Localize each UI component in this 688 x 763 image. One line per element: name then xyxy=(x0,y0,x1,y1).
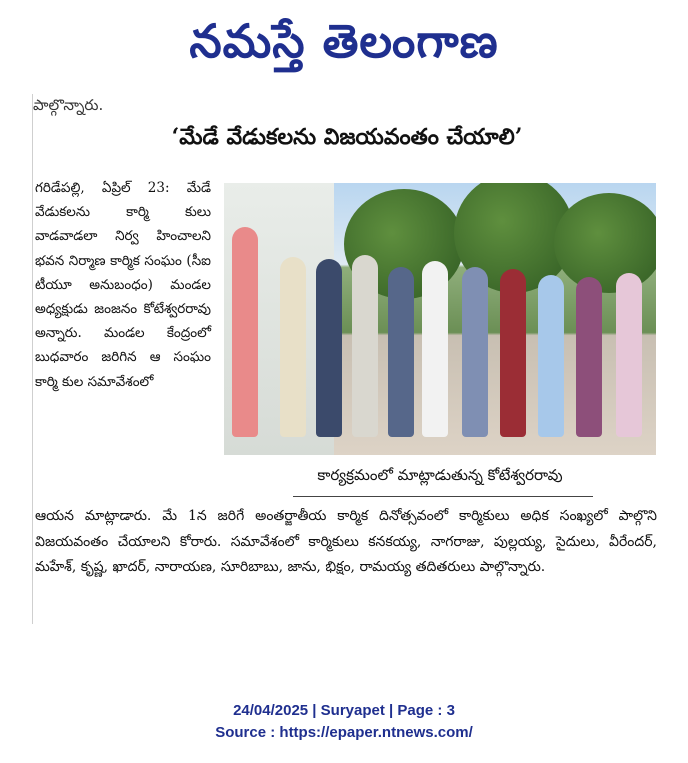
footer xyxy=(0,700,688,744)
photo-person xyxy=(352,255,378,437)
caption-divider xyxy=(293,496,593,497)
photo-person xyxy=(500,269,526,437)
news-clipping xyxy=(32,94,661,624)
photo-person xyxy=(538,275,564,437)
photo-person xyxy=(462,267,488,437)
article-body-column: గరిడేపల్లి, ఏప్రిల్ 23: మేడే వేడుకలను కార్మి కులు వాడవాడలా నిర్వ హించాలని భవన నిర్మాణ కార్మిక సంఘం (సీఐ టీయూ అనుబంధం) మండల అధ్యక్షుడు జంజనం కోటేశ్వరరావు అన్నారు. మండల కేంద్రంలో బుధవారం జరిగిన ఆ సంఘం కార్మి కుల సమావేశంలో xyxy=(35,180,211,390)
footer-date-edition: 24/04/2025 | Suryapet | Page : 3 xyxy=(233,702,455,719)
article-body-full-width: ఆయన మాట్లాడారు. మే 1న జరిగే అంతర్జాతీయ కార్మిక దినోత్సవంలో కార్మికులు అధిక సంఖ్యలో పాల్గొని విజయవంతం చేయాలని కోరారు. సమావేశంలో కార్మికులు కనకయ్య, నాగరాజు, పుల్లయ్య, సైదులు, వీరేందర్, మహేశ్, కృష్ణ, ఖాదర్, నారాయణ, సూరిబాబు, జాను, భిక్షం, రామయ్య తదితరులు పాల్గొన్నారు. xyxy=(35,508,657,575)
article-headline: ‘మేడే వేడుకలను విజయవంతం చేయాలి’ xyxy=(171,124,523,150)
photo-person xyxy=(316,259,342,437)
photo-person xyxy=(232,227,258,437)
photo-person xyxy=(422,261,448,437)
photo-caption: కార్యక్రమంలో మాట్లాడుతున్న కోటేశ్వరరావు xyxy=(317,466,563,484)
photo-tree xyxy=(554,193,656,293)
masthead-logo: నమస్తే తెలంగాణ xyxy=(189,14,499,68)
photo-person xyxy=(576,277,602,437)
footer-source: Source : https://epaper.ntnews.com/ xyxy=(215,724,473,741)
photo-person xyxy=(616,273,642,437)
article-photo xyxy=(224,183,656,455)
cut-previous-article-line: పాల్గొన్నారు. xyxy=(33,96,104,114)
photo-person xyxy=(388,267,414,437)
photo-person xyxy=(280,257,306,437)
